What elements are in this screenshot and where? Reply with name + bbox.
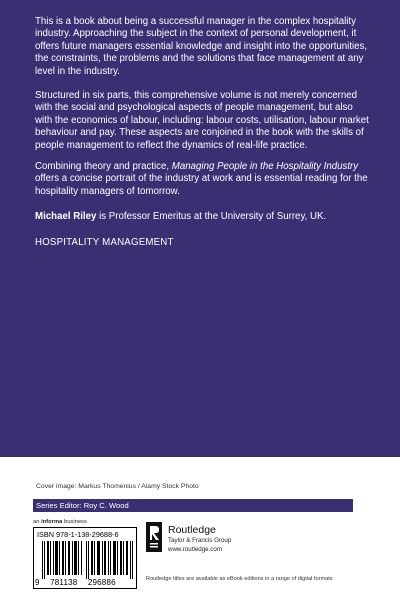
ean-digits: 9 781138 296886 [35, 578, 116, 587]
p3-suffix: offers a concise portrait of the industry at work and is essential reading for the hospitality managers of tomorrow. [35, 173, 368, 197]
isbn-text: ISBN 978-1-138-29688-6 [37, 530, 119, 539]
informa-business-label: an informa business [33, 519, 87, 525]
category-label: HOSPITALITY MANAGEMENT [35, 237, 174, 248]
author-bio [35, 211, 370, 223]
publisher-name: Routledge [168, 524, 216, 536]
cover-image-credit: Cover image: Markus Thomenius / Alamy Stock Photo [36, 483, 199, 490]
p3-prefix: Combining theory and practice, [35, 161, 170, 172]
publisher-website: www.routledge.com [168, 546, 222, 553]
routledge-logo-icon [146, 522, 162, 552]
publisher-subtitle: Taylor & Francis Group [168, 537, 232, 544]
barcode-bars-icon [42, 541, 134, 579]
barcode [33, 527, 137, 589]
author-name: Michael Riley [35, 211, 97, 222]
series-editor-bar: Series Editor: Roy C. Wood [33, 499, 353, 512]
blurb-paragraph-1: This is a book about being a successful manager in the complex hospitality industry. Approaching the subject in the context of personal development, it offers future managers essential knowledge and insight into the opportunities, the constraints, the problems and the solutions that face management at any level in the industry. [35, 16, 368, 77]
author-description: is Professor Emeritus at the University of Surrey, UK. [99, 211, 327, 222]
blurb-paragraph-2: Structured in six parts, this comprehensive volume is not merely concerned with the social and psychological aspects of people management, but also with the economics of labour, including: labour costs, utilisation, labour market behaviour and pay. These aspects are conjoined in the book with the skills of people management to reflect the dynamics of real-life practice. [35, 90, 369, 151]
blurb-paragraph-3 [35, 161, 370, 198]
ebook-note: Routledge titles are available as eBook editions in a range of digital formats [146, 576, 333, 582]
book-title: Managing People in the Hospitality Industry [171, 161, 359, 172]
